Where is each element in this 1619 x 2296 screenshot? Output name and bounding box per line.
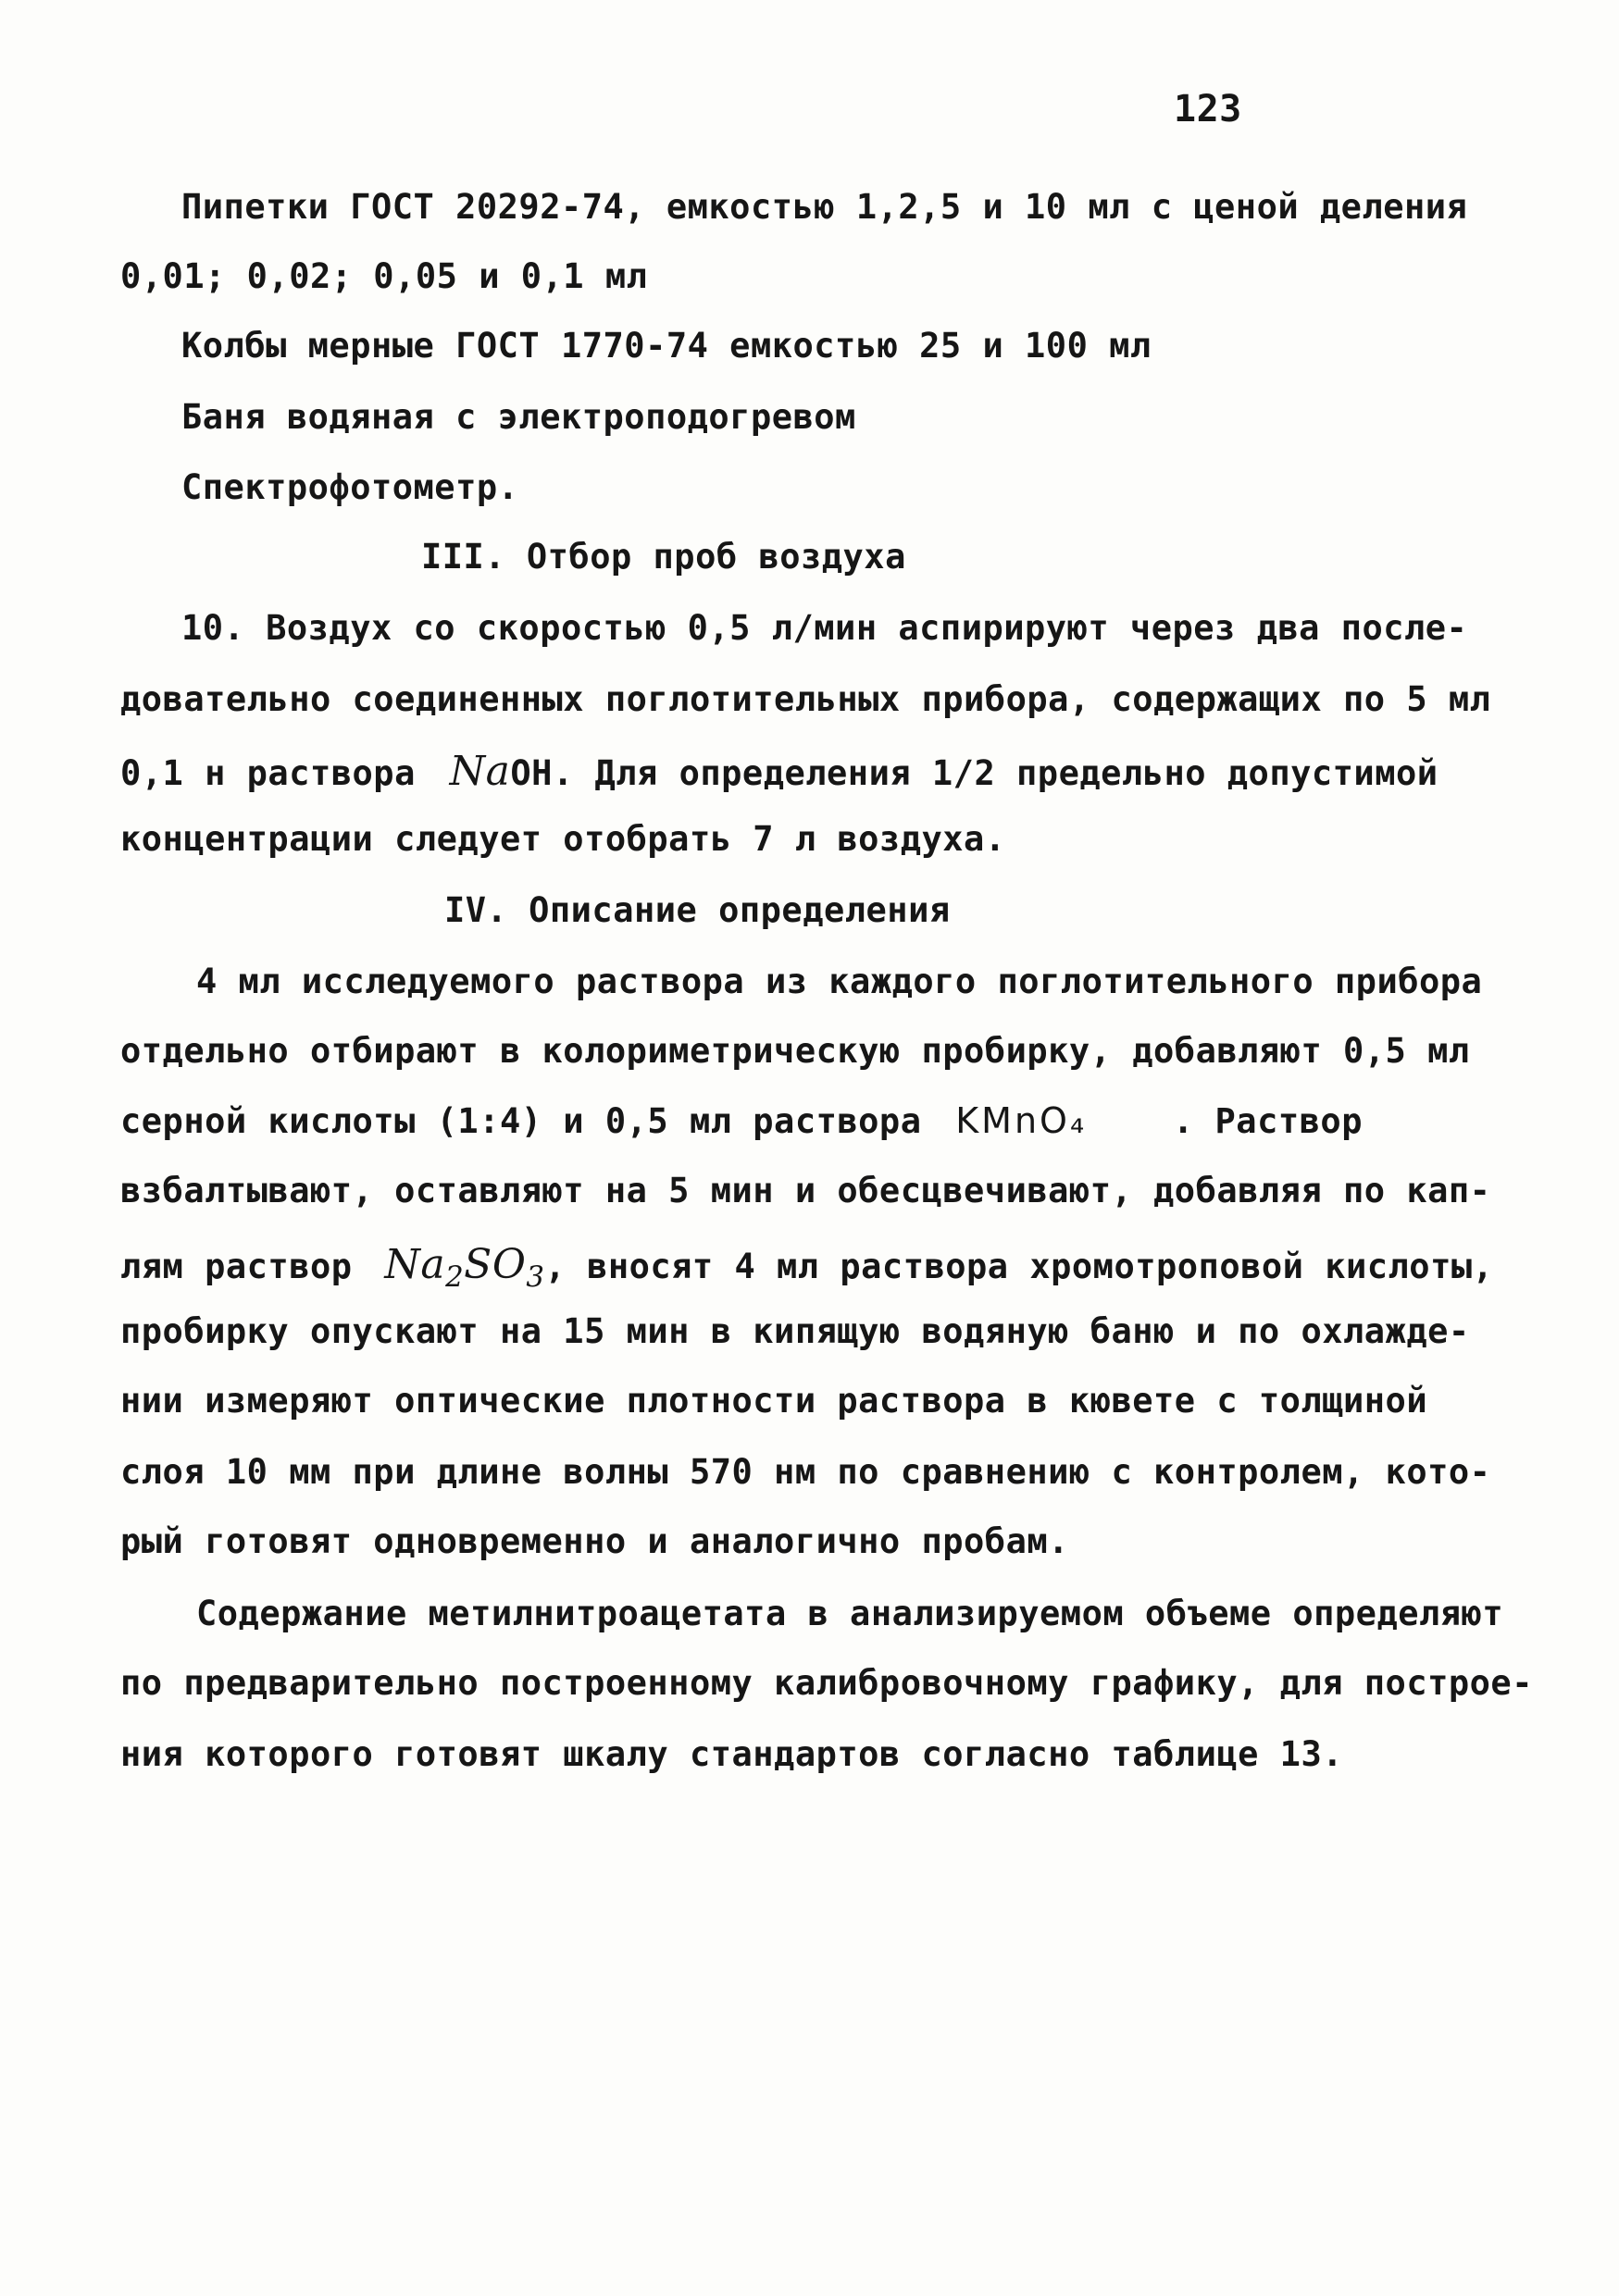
section-3-line-1: 10. Воздух со скоростью 0,5 л/мин аспирируют через два после- [181, 608, 1468, 648]
section-4-line-6: пробирку опускают на 15 мин в кипящую водяную баню и по охлажде- [120, 1311, 1470, 1351]
section-4-line-2: отдельно отбирают в колориметрическую пробирку, добавляют 0,5 мл [120, 1031, 1470, 1071]
section-4-line-5 [120, 1241, 1494, 1295]
section-4-line-3-start: серной кислоты (1:4) и 0,5 мл раствора [120, 1101, 922, 1141]
section-3-heading: III. Отбор проб воздуха [421, 537, 906, 577]
section-4-line-12: ния которого готовят шкалу стандартов согласно таблице 13. [120, 1734, 1344, 1774]
section-4-line-7: нии измеряют оптические плотности раствора в кювете с толщиной [120, 1381, 1428, 1421]
section-4-line-5-start: лям раствор [120, 1247, 353, 1286]
equipment-bath: Баня водяная с электроподогревом [181, 397, 856, 437]
section-3-line-3 [120, 748, 1438, 795]
section-3-line-3-end: OH. Для определения 1/2 предельно допустимой [510, 753, 1438, 793]
section-4-heading: IV. Описание определения [444, 890, 951, 930]
section-4-line-1: 4 мл исследуемого раствора из каждого поглотительного прибора [196, 962, 1483, 1001]
section-4-line-3-end: . Раствор [1172, 1101, 1363, 1141]
naoh-formula-handwritten: Na [449, 748, 511, 795]
section-4-line-9: рый готовят одновременно и аналогично пробам. [120, 1521, 1069, 1561]
section-4-line-11: по предварительно построенному калибровочному графику, для построе- [120, 1663, 1533, 1703]
section-4-line-10: Содержание метилнитроацетата в анализируемом объеме определяют [196, 1594, 1504, 1633]
section-4-line-8: слоя 10 мм при длине волны 570 нм по сравнению с контролем, кото- [120, 1452, 1491, 1492]
page-number: 123 [1174, 88, 1242, 130]
section-3-line-4: концентрации следует отобрать 7 л воздуха. [120, 819, 1006, 859]
equipment-spectrophotometer: Спектрофотометр. [181, 467, 519, 507]
section-4-line-3 [120, 1100, 1363, 1141]
equipment-pipettes-line-2: 0,01; 0,02; 0,05 и 0,1 мл [120, 256, 648, 296]
na2so3-formula-handwritten: $Na_2SO_3$ [384, 1241, 545, 1295]
equipment-pipettes-line-1: Пипетки ГОСТ 20292-74, емкостью 1,2,5 и 10 мл с ценой деления [181, 187, 1468, 227]
kmno4-formula-handwritten: KMnO₄ [955, 1100, 1088, 1141]
section-3-line-2: довательно соединенных поглотительных прибора, содержащих по 5 мл [120, 679, 1491, 719]
section-4-line-4: взбалтывают, оставляют на 5 мин и обесцвечивают, добавляя по кап- [120, 1171, 1491, 1210]
section-4-line-5-end: , вносят 4 мл раствора хромотроповой кислоты, [544, 1247, 1494, 1286]
equipment-flasks: Колбы мерные ГОСТ 1770-74 емкостью 25 и 100 мл [181, 326, 1152, 366]
section-3-line-3-start: 0,1 н раствора [120, 753, 416, 793]
